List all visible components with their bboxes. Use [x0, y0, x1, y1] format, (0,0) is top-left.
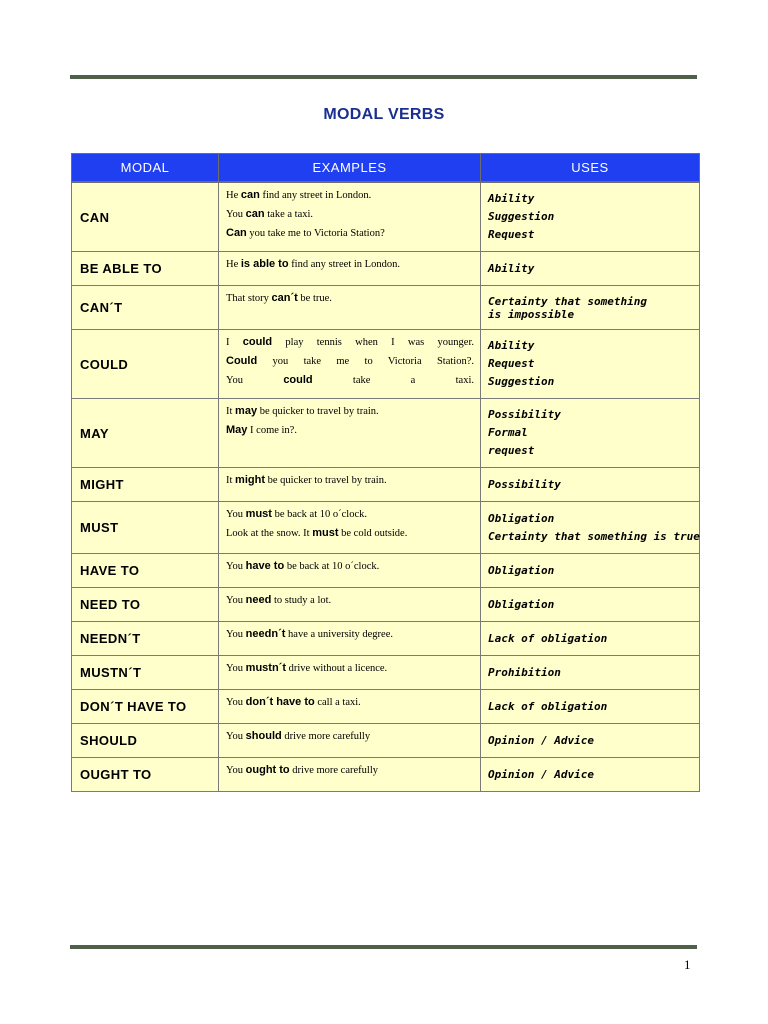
examples-cell [219, 252, 481, 286]
use-label: request [488, 444, 535, 457]
modal-keyword: have to [245, 560, 285, 572]
uses-cell [481, 502, 700, 554]
modal-cell: MUST [72, 502, 219, 554]
example-text: be quicker to travel by train. [257, 406, 379, 417]
modal-keyword: Can [226, 227, 247, 239]
use-label: Possibility [488, 408, 561, 421]
modal-cell: BE ABLE TO [72, 252, 219, 286]
example-text: You [226, 209, 246, 220]
example-text: find any street in London. [288, 259, 400, 270]
modal-keyword: should [245, 730, 282, 742]
modal-cell: DON´T HAVE TO [72, 690, 219, 724]
table-row [72, 330, 700, 399]
modal-keyword: ought to [245, 764, 290, 776]
example-sentence [226, 255, 474, 274]
example-sentence [226, 591, 474, 610]
example-text: You [226, 595, 246, 606]
modal-keyword: don´t have to [245, 696, 315, 708]
examples-cell [219, 588, 481, 622]
modal-keyword: might [235, 474, 265, 486]
table-row [72, 502, 700, 554]
use-label: is impossible [488, 307, 575, 321]
use-label: Lack of obligation [488, 699, 608, 713]
examples-cell [219, 656, 481, 690]
example-text: You [226, 629, 246, 640]
example-text: It [226, 406, 236, 417]
header-uses: USES [481, 154, 700, 183]
use-label: Lack of obligation [488, 631, 608, 645]
example-sentence [226, 761, 474, 780]
example-text: take a taxi. [264, 209, 314, 220]
example-text: drive more carefully [289, 765, 378, 776]
example-text: He [226, 190, 241, 201]
modal-keyword: must [312, 527, 339, 539]
example-text: You [226, 731, 246, 742]
bottom-rule [70, 945, 697, 949]
use-label: Request [488, 228, 535, 241]
uses-cell [481, 182, 700, 252]
table-row [72, 758, 700, 792]
modal-keyword: need [245, 594, 272, 606]
example-text: You [226, 697, 246, 708]
example-sentence [226, 289, 474, 308]
modal-cell: MUSTN´T [72, 656, 219, 690]
use-label: Certainty that something [488, 294, 647, 308]
modal-keyword: may [235, 405, 258, 417]
example-text: to study a lot. [271, 595, 332, 606]
example-sentence [226, 625, 474, 644]
example-text: You [226, 509, 246, 520]
uses-cell [481, 468, 700, 502]
table-row [72, 588, 700, 622]
example-sentence [226, 205, 474, 224]
example-sentence [226, 352, 474, 371]
example-text: That story [226, 293, 272, 304]
modal-cell: NEEDN´T [72, 622, 219, 656]
modal-keyword: could [242, 336, 273, 348]
modal-keyword: can [240, 189, 260, 201]
use-label: Opinion / Advice [488, 733, 594, 747]
table-row [72, 182, 700, 252]
modal-cell: MIGHT [72, 468, 219, 502]
uses-cell [481, 758, 700, 792]
modal-keyword: needn´t [245, 628, 286, 640]
use-label: Ability [488, 339, 535, 352]
modal-keyword: can´t [271, 292, 298, 304]
uses-cell [481, 690, 700, 724]
example-sentence [226, 659, 474, 678]
example-sentence [226, 693, 474, 712]
example-sentence [226, 224, 474, 243]
header-examples: EXAMPLES [219, 154, 481, 183]
example-sentence [226, 333, 474, 352]
example-text: have a university degree. [285, 629, 393, 640]
example-sentence [226, 186, 474, 205]
modal-keyword: mustn´t [245, 662, 286, 674]
use-label: Obligation [488, 563, 555, 577]
table-row [72, 656, 700, 690]
example-sentence [226, 402, 474, 421]
example-sentence [226, 727, 474, 746]
use-label: Suggestion [488, 210, 555, 223]
example-text: take a taxi. [312, 375, 474, 386]
example-sentence [226, 471, 474, 490]
use-label: Ability [488, 192, 535, 205]
modal-keyword: could [283, 374, 313, 386]
example-text: you take me to Victoria Station? [246, 228, 385, 239]
uses-cell [481, 286, 700, 330]
examples-cell [219, 182, 481, 252]
table-row [72, 622, 700, 656]
page-title: MODAL VERBS [323, 106, 445, 123]
use-label: Opinion / Advice [488, 767, 594, 781]
example-text: find any street in London. [259, 190, 372, 201]
table-row [72, 286, 700, 330]
example-text: call a taxi. [314, 697, 361, 708]
example-text: be true. [297, 293, 332, 304]
examples-cell [219, 690, 481, 724]
examples-cell [219, 286, 481, 330]
modal-cell: MAY [72, 399, 219, 468]
example-text: He [226, 259, 241, 270]
examples-cell [219, 724, 481, 758]
example-text: I [226, 337, 243, 348]
modal-keyword: can [245, 208, 265, 220]
examples-cell [219, 758, 481, 792]
examples-cell [219, 399, 481, 468]
example-text: It [226, 475, 236, 486]
uses-cell [481, 252, 700, 286]
example-text: You [226, 375, 284, 386]
modal-keyword: is able to [240, 258, 289, 270]
use-label: Formal [488, 426, 528, 439]
table-row [72, 690, 700, 724]
table-row [72, 252, 700, 286]
example-text: be back at 10 o´clock. [284, 561, 380, 572]
uses-cell [481, 622, 700, 656]
example-text: You [226, 663, 246, 674]
table-row [72, 724, 700, 758]
example-text: You [226, 765, 246, 776]
table-header-row [72, 154, 700, 183]
uses-cell [481, 399, 700, 468]
page-number: 1 [684, 957, 691, 972]
uses-cell [481, 330, 700, 399]
examples-cell [219, 554, 481, 588]
modal-cell: HAVE TO [72, 554, 219, 588]
modal-keyword: Could [226, 355, 258, 367]
example-text: be cold outside. [338, 528, 408, 539]
modal-cell: CAN [72, 182, 219, 252]
modal-keyword: May [226, 424, 248, 436]
examples-cell [219, 502, 481, 554]
uses-cell [481, 588, 700, 622]
example-text: be quicker to travel by train. [265, 475, 387, 486]
use-label: Suggestion [488, 375, 555, 388]
example-sentence [226, 371, 474, 390]
example-text: I come in?. [247, 425, 297, 436]
top-rule [70, 75, 697, 79]
example-text: you take me to Victoria Station?. [257, 356, 474, 367]
uses-cell [481, 656, 700, 690]
example-text: drive without a licence. [286, 663, 388, 674]
modal-cell: SHOULD [72, 724, 219, 758]
modal-cell: OUGHT TO [72, 758, 219, 792]
table-row [72, 554, 700, 588]
examples-cell [219, 468, 481, 502]
modal-keyword: must [245, 508, 272, 520]
example-text: be back at 10 o´clock. [271, 509, 367, 520]
uses-cell [481, 724, 700, 758]
example-text: play tennis when I was younger. [272, 337, 474, 348]
use-label: Obligation [488, 597, 555, 611]
example-sentence [226, 557, 474, 576]
use-label: Possibility [488, 477, 561, 491]
modal-cell: COULD [72, 330, 219, 399]
uses-cell [481, 554, 700, 588]
use-label: Prohibition [488, 665, 561, 679]
table-row [72, 468, 700, 502]
example-sentence [226, 505, 474, 524]
use-label: Request [488, 357, 535, 370]
modal-cell: CAN´T [72, 286, 219, 330]
examples-cell [219, 622, 481, 656]
modal-cell: NEED TO [72, 588, 219, 622]
table-row [72, 399, 700, 468]
use-label: Obligation [488, 511, 555, 525]
use-label: Certainty that something is true [488, 529, 700, 543]
example-text: Look at the snow. It [226, 528, 313, 539]
examples-cell [219, 330, 481, 399]
modal-verbs-table [71, 153, 700, 792]
example-text: drive more carefully [281, 731, 371, 742]
example-text: You [226, 561, 246, 572]
example-sentence [226, 421, 474, 440]
use-label: Ability [488, 261, 535, 275]
header-modal: MODAL [72, 154, 219, 183]
example-sentence [226, 524, 474, 543]
